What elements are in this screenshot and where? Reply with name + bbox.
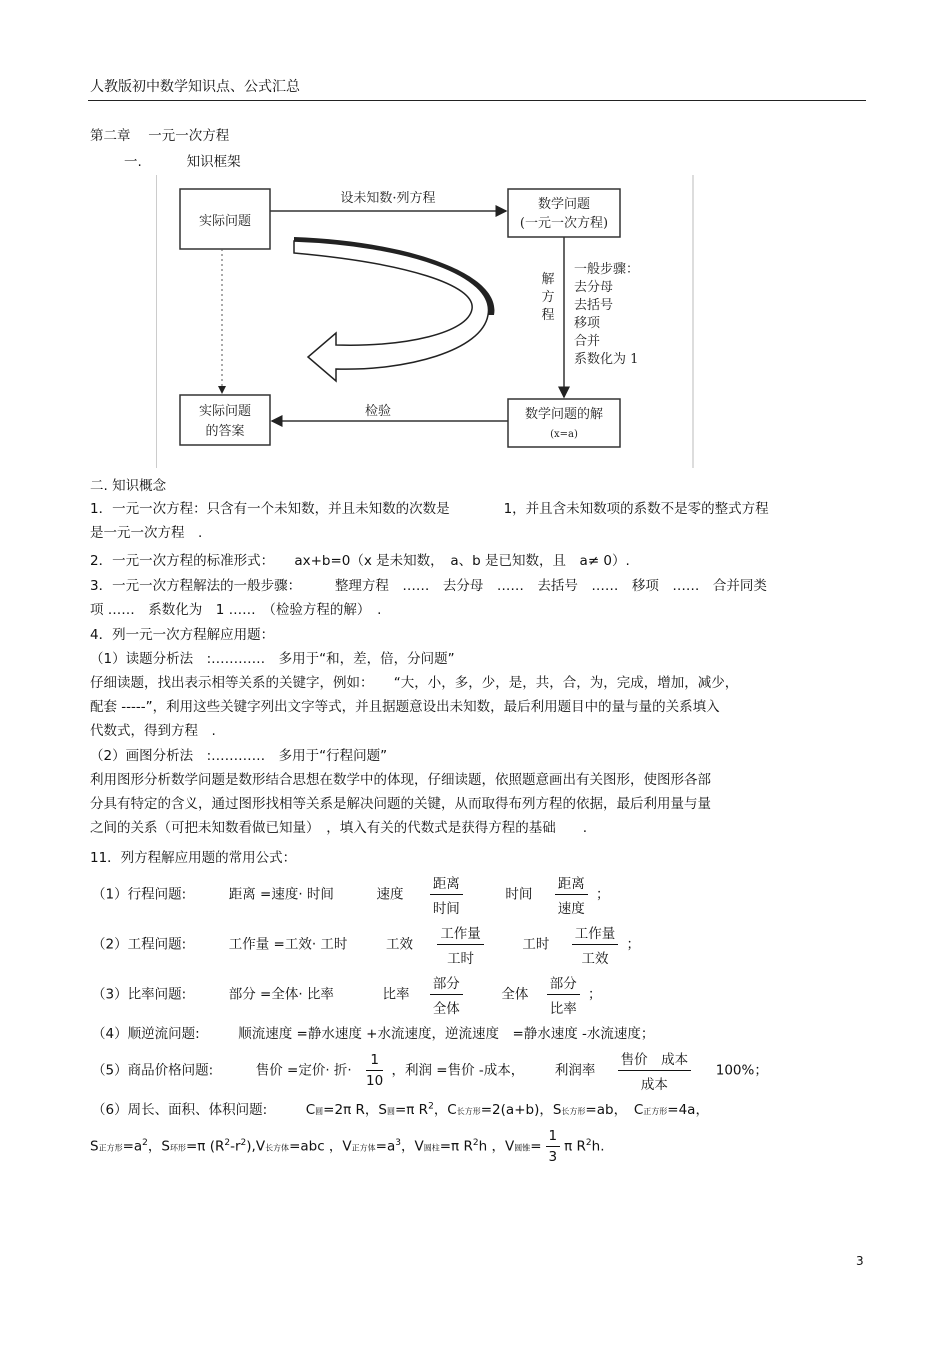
geo-sub: 正方体 [351, 1143, 376, 1153]
geo-sub: 环形 [169, 1143, 186, 1153]
denominator: 全体 [432, 1001, 460, 1017]
numerator: 1 [366, 1052, 383, 1071]
formula-work-label: （2）工程问题: [92, 936, 187, 953]
geo-text: h ，V [478, 1138, 515, 1155]
item-4: 4．列一元一次方程解应用题： [90, 627, 275, 643]
formula-stream [92, 1022, 654, 1042]
formula-price-label: （5）商品价格问题: [92, 1062, 214, 1079]
formula-work-efficiency: 工效 [386, 936, 414, 953]
formula-travel [92, 872, 610, 917]
step-4: 合并 [574, 334, 601, 349]
solve-label-2: 方 [541, 290, 555, 305]
geo-sub: 圆 [315, 1107, 324, 1116]
formula-ratio-rate: 比率 [382, 986, 410, 1003]
item-1-line2: 是一元一次方程 . [90, 525, 203, 541]
denominator: 比率 [549, 1001, 577, 1017]
geo-text: h. [591, 1138, 605, 1155]
section-knowledge-concepts: 二. 知识概念 [90, 478, 167, 494]
box-math-solution-line2: (x=a) [550, 429, 578, 440]
geo-sup: 2 [585, 1138, 592, 1148]
fraction-efficiency [437, 922, 484, 967]
geo-text: =abc ，V [289, 1138, 352, 1155]
numerator: 距离 [430, 872, 463, 895]
geo-text: =a [375, 1138, 396, 1155]
formula-stream-text: 顺流速度 =静水速度 +水流速度，逆流速度 =静水速度 -水流速度； [238, 1026, 655, 1042]
numerator: 部分 [547, 972, 580, 995]
formula-price-profit: ，利润 =售价 -成本， [391, 1062, 525, 1079]
formula-geometry [92, 1098, 709, 1118]
geo-sup: 2 [428, 1101, 434, 1112]
geo-text: S [90, 1138, 99, 1155]
item-3-line2: 项 …… 系数化为 1 …… （检验方程的解） . [90, 602, 382, 618]
item-4-2-title: （2）画图分析法 :………… 多用于“行程问题” [90, 748, 388, 764]
formula-ratio [92, 972, 602, 1017]
arrow-check-label: 检验 [364, 404, 392, 419]
geo-text: =2(a+b)，S [480, 1102, 562, 1118]
numerator: 工作量 [437, 922, 484, 945]
formula-ratio-label: （3）比率问题: [92, 986, 187, 1003]
chapter-title: 第二章 一元一次方程 [90, 128, 230, 144]
denominator: 速度 [557, 901, 585, 917]
geo-sup: 3 [395, 1138, 401, 1148]
header-rule [88, 100, 866, 101]
item-4-2-c: 之间的关系（可把未知数看做已知量） ，填入有关的代数式是获得方程的基础 . [90, 820, 588, 836]
fraction-time [555, 872, 588, 917]
item-1-line1: 1．一元一次方程：只含有一个未知数，并且未知数的次数是 1，并且含未知数项的系数不是零的整式方程 [90, 501, 769, 517]
geo-sub: 正方形 [98, 1143, 123, 1153]
item-4-1-c: 代数式，得到方程 . [90, 723, 216, 739]
geo-sub: 长方体 [265, 1143, 290, 1153]
formula-ratio-part: 部分 =全体· 比率 [228, 986, 334, 1003]
formula-price-margin: 利润率 [554, 1062, 596, 1079]
item-11: 11．列方程解应用题的常用公式： [90, 850, 297, 866]
geo-text: =π R [394, 1102, 429, 1118]
formula-travel-speed: 速度 [376, 886, 404, 903]
numerator: 工作量 [572, 922, 619, 945]
step-0: 一般步骤： [574, 262, 640, 277]
geo-sub: 正方形 [643, 1107, 668, 1116]
denominator: 工效 [581, 951, 609, 967]
numerator: 部分 [430, 972, 463, 995]
geo-sup: 2 [472, 1138, 479, 1148]
formula-geometry-line2 [90, 1128, 605, 1165]
formula-work [92, 922, 640, 967]
geo-text: =4a， [667, 1102, 709, 1118]
geo-text: = [530, 1138, 542, 1155]
solve-label-1: 解 [541, 272, 555, 287]
item-4-1-b: 配套 -----”，利用这些关键字列出文字等式，并且据题意设出未知数，最后利用题目中的量与量的关系填入 [90, 699, 720, 715]
geo-sub: 长方形 [456, 1107, 481, 1116]
formula-travel-label: （1）行程问题: [92, 886, 187, 903]
fraction-margin [618, 1048, 692, 1093]
geo-text: =a [122, 1138, 143, 1155]
formula-end: 100%； [715, 1062, 768, 1079]
section-knowledge-framework: 一. 知识框架 [124, 154, 241, 170]
geo-sup: 2 [142, 1138, 148, 1148]
knowledge-framework-diagram [156, 175, 694, 468]
item-3 [90, 574, 860, 622]
fraction-discount [366, 1052, 383, 1089]
formula-end: ； [588, 986, 602, 1003]
box-real-answer-line2: 的答案 [205, 424, 245, 439]
box-math-problem-line2: (一元一次方程) [519, 216, 609, 231]
item-4-1-a: 仔细读题，找出表示相等关系的关键字，例如： “大，小，多，少，是，共，合，为，完成，增加，减少， [90, 675, 739, 691]
formula-stream-label: （4）顺逆流问题: [92, 1026, 200, 1042]
geo-text: ，S [147, 1138, 170, 1155]
item-4-1 [90, 647, 860, 743]
geo-text: C [305, 1102, 316, 1118]
item-4-2-a: 利用图形分析数学问题是数形结合思想在数学中的体现，仔细读题，依照题意画出有关图形，使图形各部 [90, 772, 711, 788]
item-3-line1: 3．一元一次方程解法的一般步骤： 整理方程 …… 去分母 …… 去括号 …… 移项 …… 合并同类 [90, 578, 767, 594]
item-4-1-title: （1）读题分析法 :………… 多用于“和，差，倍，分问题” [90, 651, 455, 667]
geo-text: =2π R，S [323, 1102, 387, 1118]
denominator: 工时 [447, 951, 475, 967]
numerator: 距离 [555, 872, 588, 895]
formula-travel-time: 时间 [505, 886, 533, 903]
header-title: 人教版初中数学知识点、公式汇总 [90, 79, 300, 95]
geo-text: =π (R [185, 1138, 225, 1155]
solve-label-3: 程 [541, 308, 555, 323]
formula-price-sale: 售价 =定价· 折· [255, 1062, 352, 1079]
geo-text: π R [564, 1138, 586, 1155]
fraction-speed [430, 872, 463, 917]
geo-sub: 圆柱 [423, 1143, 440, 1153]
arrow-setup-equation-label: 设未知数·列方程 [340, 191, 436, 206]
box-math-solution-line1: 数学问题的解 [524, 407, 604, 422]
item-1 [90, 497, 860, 545]
formula-work-time: 工时 [522, 936, 550, 953]
denominator: 时间 [432, 901, 460, 917]
geo-text: ),V [246, 1138, 266, 1155]
box-math-problem-line1: 数学问题 [537, 197, 591, 212]
geo-text: ，V [401, 1138, 424, 1155]
formula-work-amount: 工作量 =工效· 工时 [228, 936, 348, 953]
formula-ratio-whole: 全体 [501, 986, 529, 1003]
denominator: 成本 [640, 1077, 668, 1093]
geo-sub: 长方形 [561, 1107, 586, 1116]
step-5: 系数化为 1 [574, 352, 639, 367]
formula-price [92, 1048, 768, 1093]
formula-end: ； [626, 936, 640, 953]
geo-text: =π R [439, 1138, 473, 1155]
step-2: 去括号 [574, 298, 614, 313]
box-real-answer-line1: 实际问题 [198, 404, 252, 419]
item-4-2 [90, 744, 860, 840]
geo-text: ，C [433, 1102, 457, 1118]
denominator: 3 [548, 1149, 558, 1165]
fraction-cone [546, 1128, 561, 1165]
step-1: 去分母 [574, 280, 614, 295]
fraction-work-time [572, 922, 619, 967]
box-real-problem-label: 实际问题 [198, 214, 252, 229]
geo-text: -r [230, 1138, 241, 1155]
numerator: 1 [546, 1128, 561, 1147]
geo-sup: 2 [224, 1138, 231, 1148]
formula-travel-distance: 距离 =速度· 时间 [228, 886, 334, 903]
numerator: 售价 成本 [618, 1048, 692, 1071]
geo-sub: 圆 [386, 1107, 395, 1116]
item-2: 2．一元一次方程的标准形式： ax+b=0（x 是未知数， a、b 是已知数，且 a≠ 0）. [90, 553, 630, 569]
formula-geometry-label: （6）周长、面积、体积问题: [92, 1102, 268, 1118]
step-3: 移项 [574, 316, 601, 331]
geo-sup: 2 [240, 1138, 247, 1148]
fraction-rate [430, 972, 463, 1017]
geo-sub: 圆锥 [514, 1143, 531, 1153]
fraction-whole [547, 972, 580, 1017]
geo-text: =ab， C [585, 1102, 644, 1118]
denominator: 10 [366, 1073, 384, 1089]
formula-end: ； [596, 886, 610, 903]
item-4-2-b: 分具有特定的含义，通过图形找相等关系是解决问题的关键，从而取得布列方程的依据，最后利用量与量 [90, 796, 711, 812]
page-number: 3 [856, 1254, 864, 1268]
